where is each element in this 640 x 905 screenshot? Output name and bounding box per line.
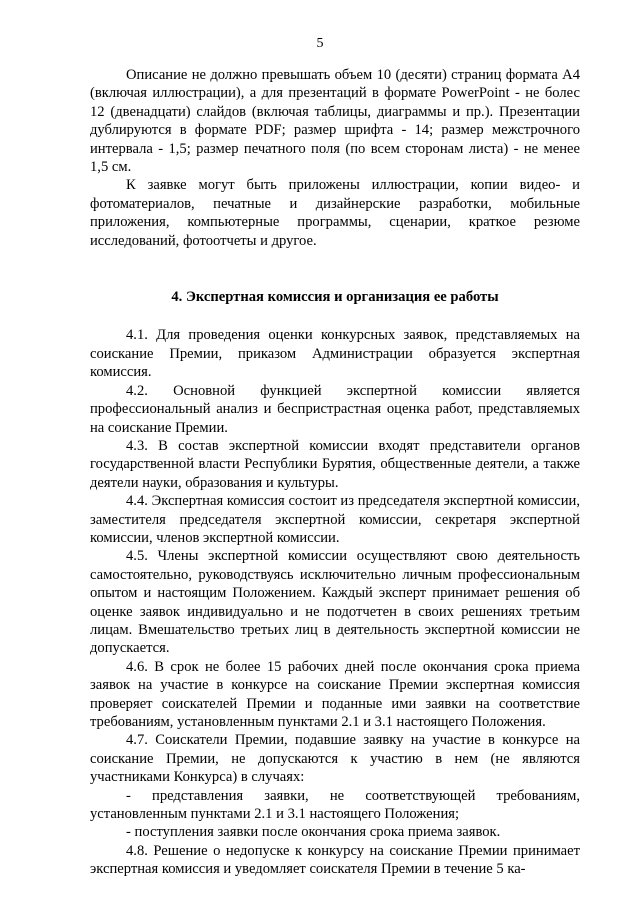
list-item-requirements: - представления заявки, не соответствующей требованиям, установленным пунктами 2.1 и 3.1 настоящего Положения; — [90, 787, 580, 823]
paragraph-4-7: 4.7. Соискатели Премии, подавшие заявку на участие в конкурсе на соискание Премии, не допускаются к участию в нем (не являются участниками Конкурса) в случаях: — [90, 732, 580, 786]
paragraph-4-2: 4.2. Основной функцией экспертной комиссии является профессиональный анализ и беспристрастная оценка работ, представляемых на соискание Премии. — [90, 382, 580, 436]
paragraph-4-3: 4.3. В состав экспертной комиссии входят представители органов государственной власти Республики Бурятия, общественные деятели, а также деятели науки, образования и культуры. — [90, 437, 580, 491]
paragraph-4-6: 4.6. В срок не более 15 рабочих дней после окончания срока приема заявок на участие в конкурсе на соискание Премии экспертная комиссия проверяет соискателей Премии и поданные ими заявки на соответствие требованиям, установленным пунктами 2.1 и 3.1 настоящего Положения. — [90, 658, 580, 730]
paragraph-4-8: 4.8. Решение о недопуске к конкурсу на соискание Премии принимает экспертная комиссия и уведомляет соискателя Премии в течение 5 ка- — [90, 842, 580, 878]
paragraph-attachments: К заявке могут быть приложены иллюстрации, копии видео- и фотоматериалов, печатные и дизайнерские разработки, мобильные приложения, компьютерные программы, сценарии, краткое резюме исследований, фотоотчеты и другое. — [90, 177, 580, 249]
paragraph-4-1: 4.1. Для проведения оценки конкурсных заявок, представляемых на соискание Премии, приказом Администрации образуется экспертная комиссия. — [90, 327, 580, 381]
list-item-late-submission: - поступления заявки после окончания срока приема заявок. — [126, 824, 501, 841]
paragraph-4-5: 4.5. Члены экспертной комиссии осуществляют свою деятельность самостоятельно, руководствуясь исключительно личным профессиональным опытом и настоящим Положением. Каждый эксперт принимает решения об оценке заявок индивидуально и не подотчетен в своих решениях третьим лицам. Вмешательство третьих лиц в деятельность экспертной комиссии не допускается. — [90, 548, 580, 657]
page-number: 5 — [316, 36, 324, 51]
paragraph-4-4: 4.4. Экспертная комиссия состоит из председателя экспертной комиссии, заместителя председателя экспертной комиссии, секретаря экспертной комиссии, членов экспертной комиссии. — [90, 493, 580, 546]
section-heading: 4. Экспертная комиссия и организация ее работы — [171, 289, 499, 306]
paragraph-description-limits: Описание не должно превышать объем 10 (десяти) страниц формата А4 (включая иллюстрации), а для презентаций в формате PowerPoint - не болес 12 (двенадцати) слайдов (включая таблицы, диаграммы и пр.). Презентации дублируются в формате PDF; размер шрифта - 14; размер межстрочного интервала - 1,5; размер печатного поля (по всем сторонам листа) - не менее 1,5 см. — [90, 67, 580, 176]
document-body — [90, 66, 580, 879]
